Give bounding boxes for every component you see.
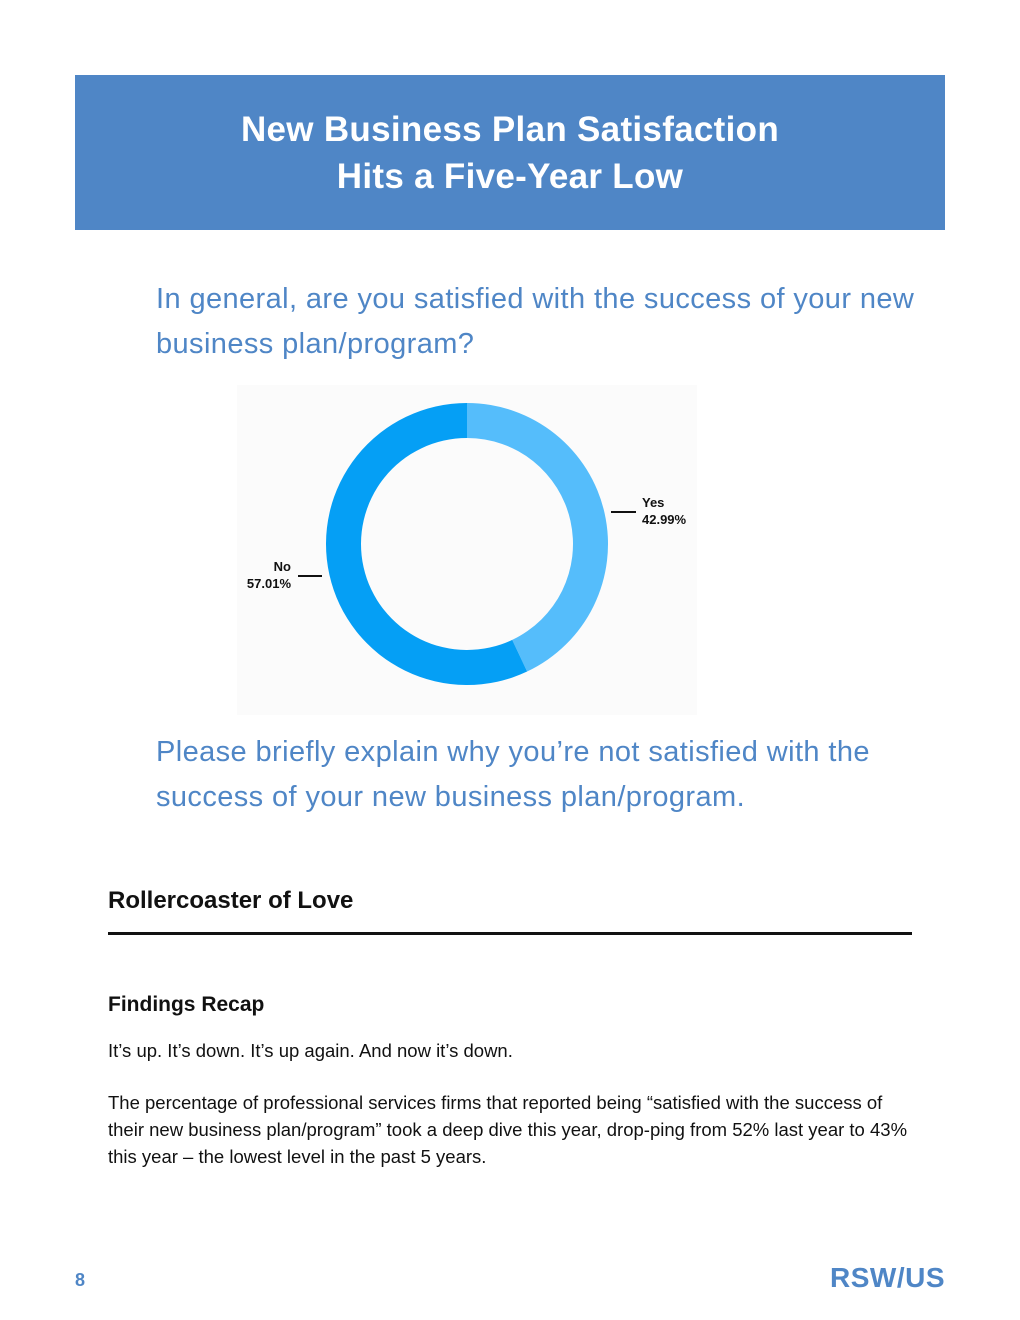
slice-label-yes — [642, 494, 686, 528]
section-title: Rollercoaster of Love — [108, 887, 354, 914]
slice-label-no-value: 57.01% — [246, 576, 291, 591]
donut-slice-yes — [467, 403, 608, 672]
rsw-us-logo: RSW/US — [830, 1262, 945, 1293]
survey-question-satisfaction: In general, are you satisfied with the success of your new business plan/program? — [156, 283, 915, 360]
slice-label-yes-value: 42.99% — [642, 512, 687, 527]
page-title-line-2: Hits a Five-Year Low — [336, 156, 684, 196]
section-divider — [108, 932, 912, 935]
slice-label-yes-category: Yes — [642, 495, 665, 510]
findings-subhead: Findings Recap — [108, 993, 265, 1016]
slice-label-no-category: No — [273, 559, 291, 574]
donut-chart-svg — [237, 385, 697, 715]
donut-chart — [237, 385, 697, 715]
title-banner — [75, 75, 945, 230]
survey-question-explanation: Please briefly explain why you’re not satisfied with the success of your new business plan/program. — [156, 736, 870, 813]
page-title-line-1: New Business Plan Satisfaction — [240, 109, 780, 149]
slice-label-no — [247, 558, 291, 592]
page-number: 8 — [75, 1270, 86, 1290]
findings-paragraph-2: The percentage of professional services firms that reported being “satisfied with the success of their new business plan/program” took a deep dive this year, drop-ping from 52% last year to 43% this year – the lowest level in the past 5 years. — [108, 1092, 908, 1167]
donut-slice-no — [326, 403, 527, 685]
findings-paragraph-1: It’s up. It’s down. It’s up again. And now it’s down. — [108, 1040, 513, 1061]
